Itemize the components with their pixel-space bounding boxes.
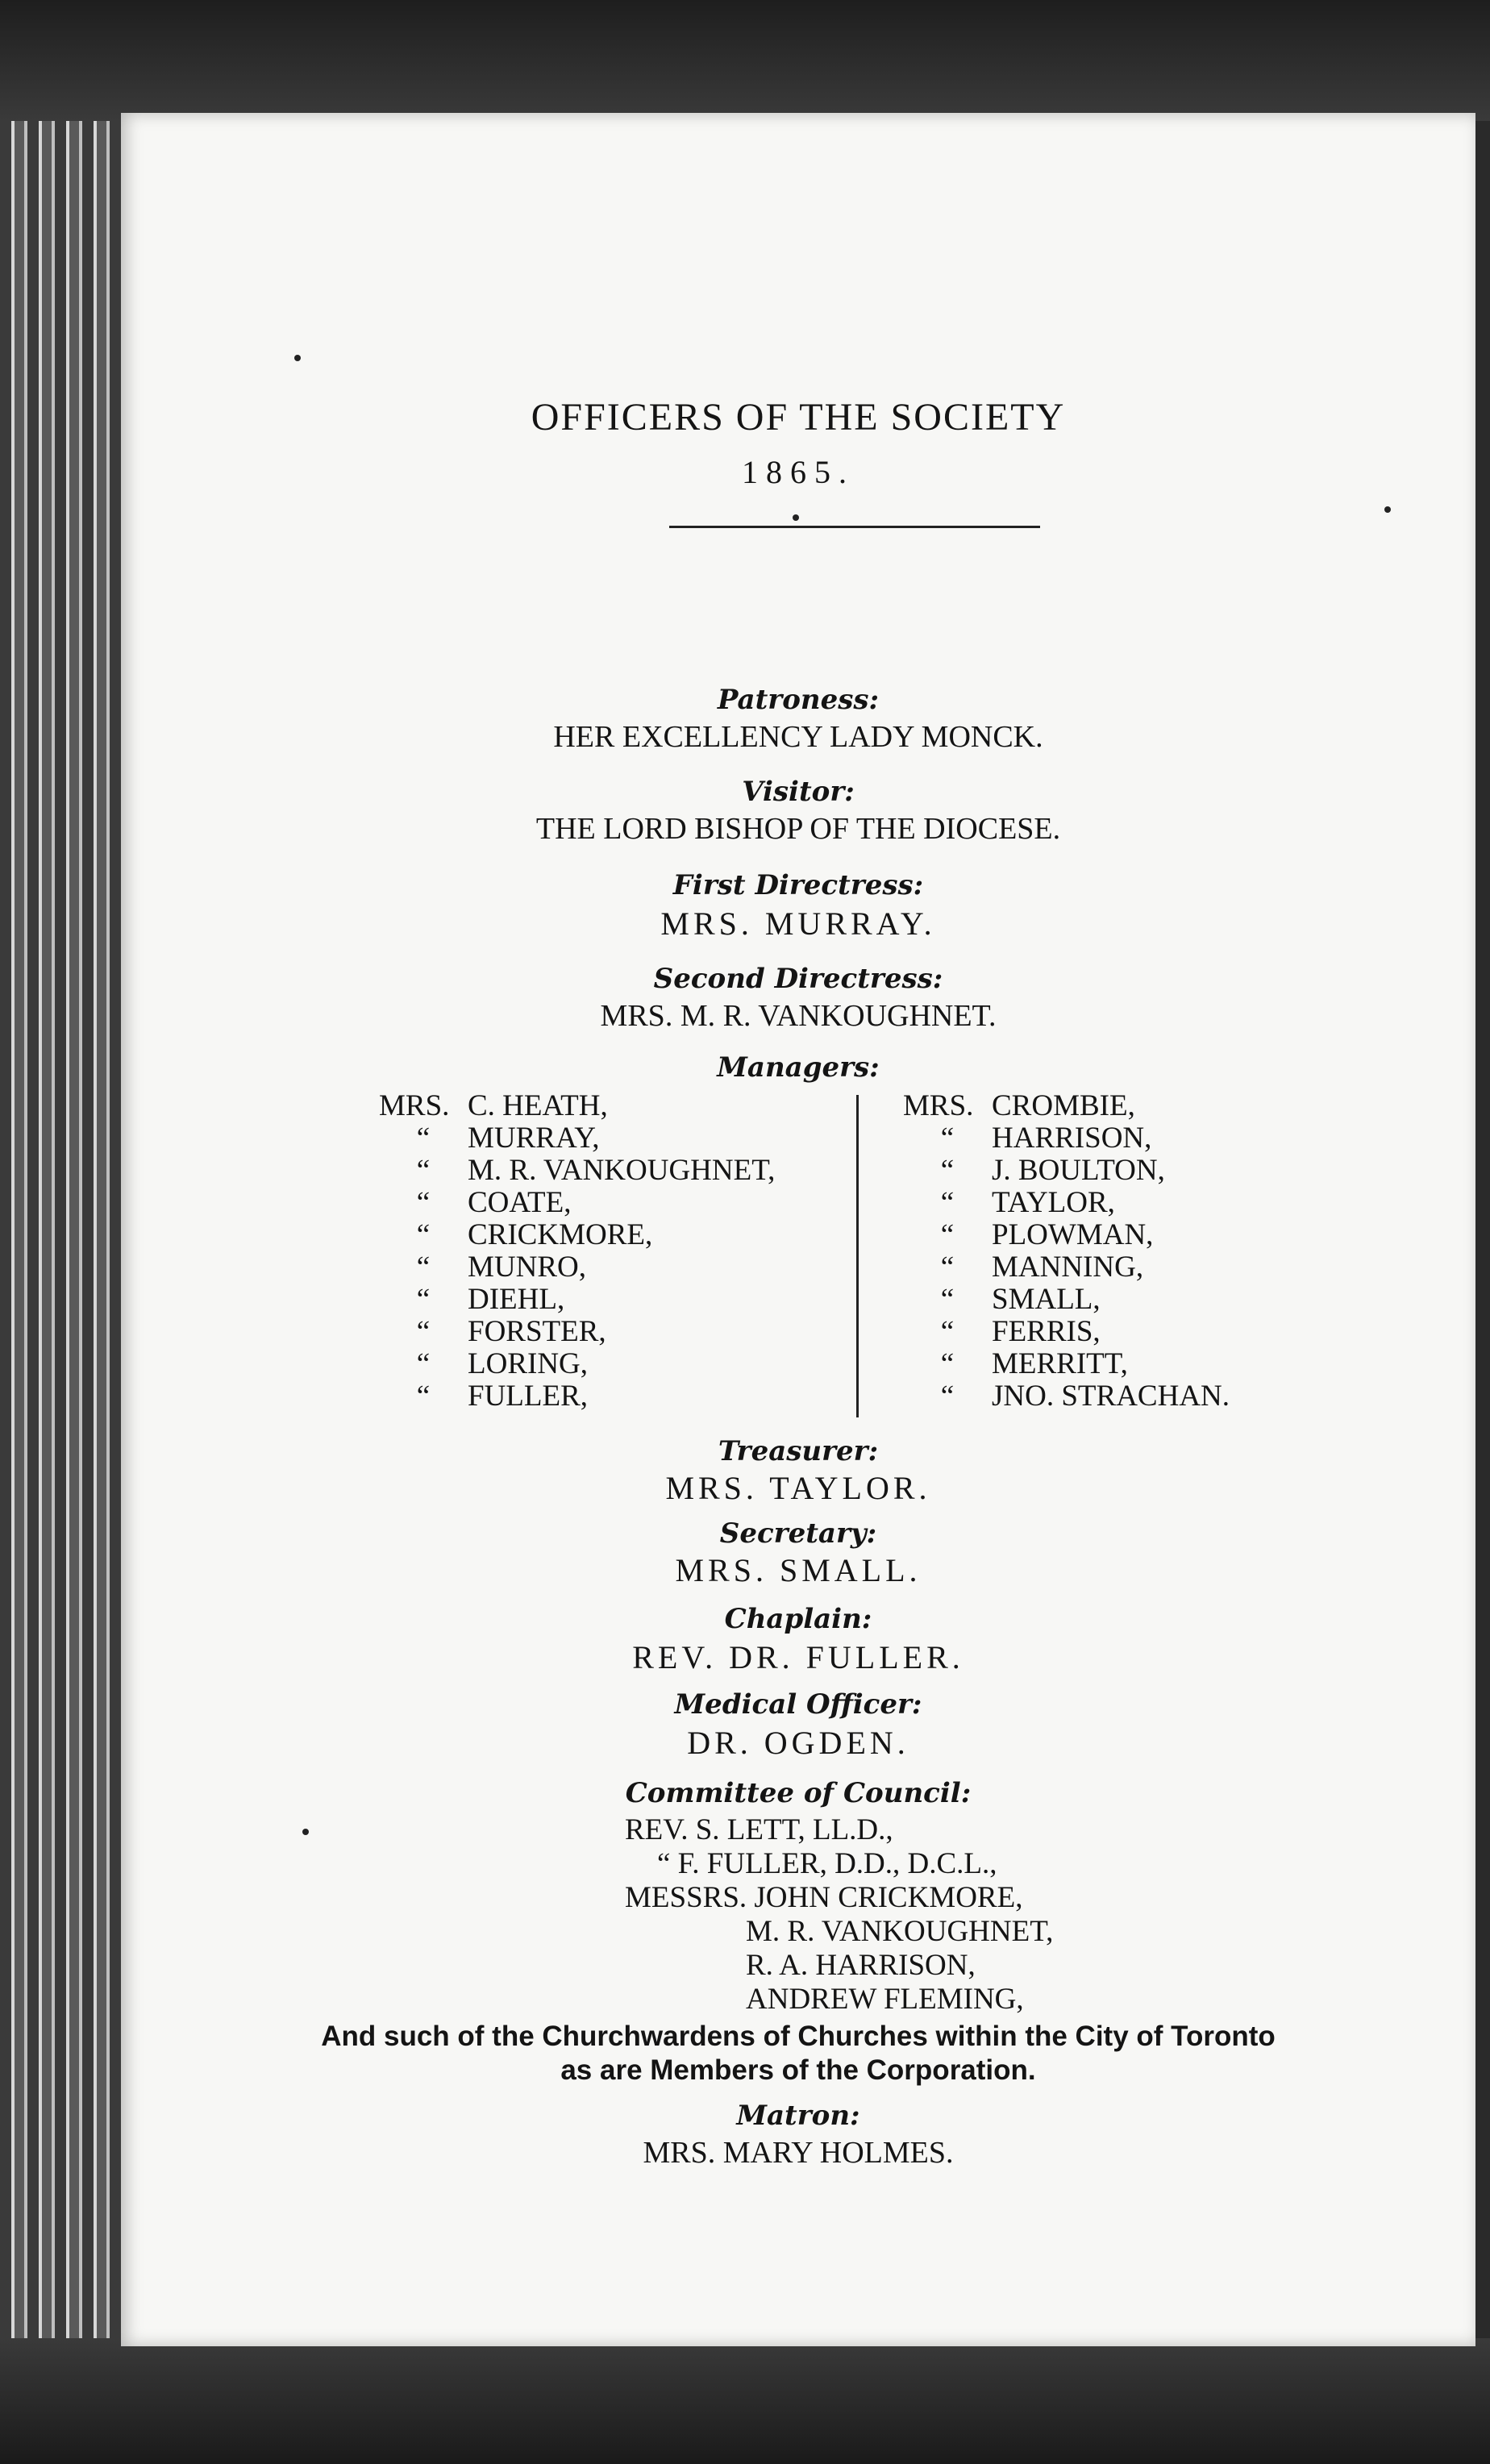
manager-prefix: “ (940, 1380, 955, 1413)
manager-prefix: “ (940, 1347, 955, 1380)
manager-prefix: “ (416, 1251, 431, 1284)
page-year: 1865. (742, 454, 855, 490)
committee-line: ANDREW FLEMING, (746, 1983, 1024, 2016)
manager-row (903, 1348, 1230, 1380)
manager-prefix: “ (416, 1380, 431, 1413)
manager-row (379, 1316, 775, 1348)
manager-row (379, 1090, 775, 1122)
manager-name: MERRITT, (992, 1347, 1128, 1380)
patroness-role: Patroness: (717, 684, 880, 716)
manager-name: FULLER, (468, 1380, 589, 1413)
visitor-role: Visitor: (742, 776, 855, 808)
manager-name: FORSTER, (468, 1315, 606, 1348)
first-directress-name: MRS. MURRAY. (660, 905, 936, 942)
visitor-name: THE LORD BISHOP OF THE DIOCESE. (535, 812, 1061, 846)
manager-row (379, 1284, 775, 1316)
second-directress-role: Second Directress: (653, 963, 943, 995)
manager-prefix: “ (940, 1218, 955, 1251)
churchwardens-note-line1: And such of the Churchwardens of Churches within the City of Toronto (321, 2021, 1276, 2052)
patroness-name: HER EXCELLENCY LADY MONCK. (553, 720, 1043, 754)
secretary-name: MRS. SMALL. (675, 1552, 922, 1588)
manager-row (903, 1219, 1230, 1251)
manager-name: COATE, (468, 1186, 572, 1219)
medical-officer-role: Medical Officer: (674, 1688, 922, 1721)
committee-line: MESSRS. JOHN CRICKMORE, (625, 1881, 1023, 1914)
manager-row (379, 1251, 775, 1284)
matron-name: MRS. MARY HOLMES. (643, 2136, 954, 2170)
committee-line: REV. S. LETT, LL.D., (625, 1813, 893, 1846)
manager-prefix: MRS. (903, 1089, 974, 1122)
manager-row (903, 1122, 1230, 1155)
committee-line: M. R. VANKOUGHNET, (746, 1915, 1054, 1948)
manager-prefix: MRS. (379, 1089, 450, 1122)
chaplain-name: REV. DR. FULLER. (632, 1639, 964, 1675)
manager-name: PLOWMAN, (992, 1218, 1154, 1251)
manager-row (903, 1316, 1230, 1348)
manager-name: JNO. STRACHAN. (992, 1380, 1230, 1413)
manager-name: C. HEATH, (468, 1089, 608, 1122)
manager-prefix: “ (940, 1315, 955, 1348)
treasurer-name: MRS. TAYLOR. (665, 1470, 931, 1506)
manager-name: M. R. VANKOUGHNET, (468, 1154, 776, 1187)
committee-line: R. A. HARRISON, (746, 1949, 976, 1982)
manager-row (903, 1284, 1230, 1316)
manager-name: SMALL, (992, 1283, 1101, 1316)
manager-name: DIEHL, (468, 1283, 565, 1316)
secretary-role: Secretary: (719, 1517, 877, 1550)
scanner-frame-top (0, 0, 1490, 121)
book-spine (0, 121, 129, 2346)
treasurer-role: Treasurer: (718, 1435, 879, 1467)
chaplain-role: Chaplain: (724, 1603, 872, 1635)
manager-row (379, 1219, 775, 1251)
manager-prefix: “ (940, 1154, 955, 1187)
manager-name: CROMBIE, (992, 1089, 1135, 1122)
manager-name: TAYLOR, (992, 1186, 1115, 1219)
manager-prefix: “ (416, 1154, 431, 1187)
manager-name: MUNRO, (468, 1251, 586, 1284)
manager-row (903, 1090, 1230, 1122)
page-content (121, 113, 1475, 2346)
manager-name: LORING, (468, 1347, 589, 1380)
manager-name: CRICKMORE, (468, 1218, 653, 1251)
manager-row (903, 1251, 1230, 1284)
ink-dot (1384, 506, 1391, 513)
ink-dot (294, 355, 301, 361)
manager-name: HARRISON, (992, 1122, 1152, 1155)
manager-prefix: “ (940, 1186, 955, 1219)
manager-prefix: “ (416, 1186, 431, 1219)
managers-role: Managers: (717, 1051, 880, 1084)
managers-left-column (379, 1090, 775, 1413)
manager-row (903, 1187, 1230, 1219)
manager-name: FERRIS, (992, 1315, 1101, 1348)
second-directress-name: MRS. M. R. VANKOUGHNET. (600, 999, 997, 1033)
manager-row (903, 1155, 1230, 1187)
committee-line: “ F. FULLER, D.D., D.C.L., (657, 1847, 997, 1880)
manager-prefix: “ (416, 1347, 431, 1380)
manager-row (379, 1348, 775, 1380)
medical-officer-name: DR. OGDEN. (687, 1725, 909, 1761)
ink-dot (302, 1829, 309, 1835)
title-rule (669, 526, 1040, 528)
manager-prefix: “ (940, 1122, 955, 1155)
manager-row (379, 1155, 775, 1187)
manager-prefix: “ (416, 1315, 431, 1348)
manager-row (379, 1380, 775, 1413)
manager-prefix: “ (416, 1122, 431, 1155)
manager-row (379, 1187, 775, 1219)
scanner-frame-bottom (0, 2338, 1490, 2464)
managers-right-column (903, 1090, 1230, 1413)
committee-role: Committee of Council: (625, 1777, 972, 1809)
manager-name: J. BOULTON, (992, 1154, 1165, 1187)
manager-name: MURRAY, (468, 1122, 600, 1155)
first-directress-role: First Directress: (672, 869, 924, 901)
document-page (121, 113, 1475, 2346)
manager-name: MANNING, (992, 1251, 1144, 1284)
manager-prefix: “ (416, 1283, 431, 1316)
page-title: OFFICERS OF THE SOCIETY (531, 396, 1066, 439)
churchwardens-note-line2: as are Members of the Corporation. (560, 2054, 1036, 2086)
manager-prefix: “ (940, 1283, 955, 1316)
manager-prefix: “ (416, 1218, 431, 1251)
matron-role: Matron: (736, 2100, 860, 2132)
manager-row (903, 1380, 1230, 1413)
managers-divider (856, 1095, 859, 1417)
ink-dot (793, 514, 799, 521)
manager-prefix: “ (940, 1251, 955, 1284)
manager-row (379, 1122, 775, 1155)
